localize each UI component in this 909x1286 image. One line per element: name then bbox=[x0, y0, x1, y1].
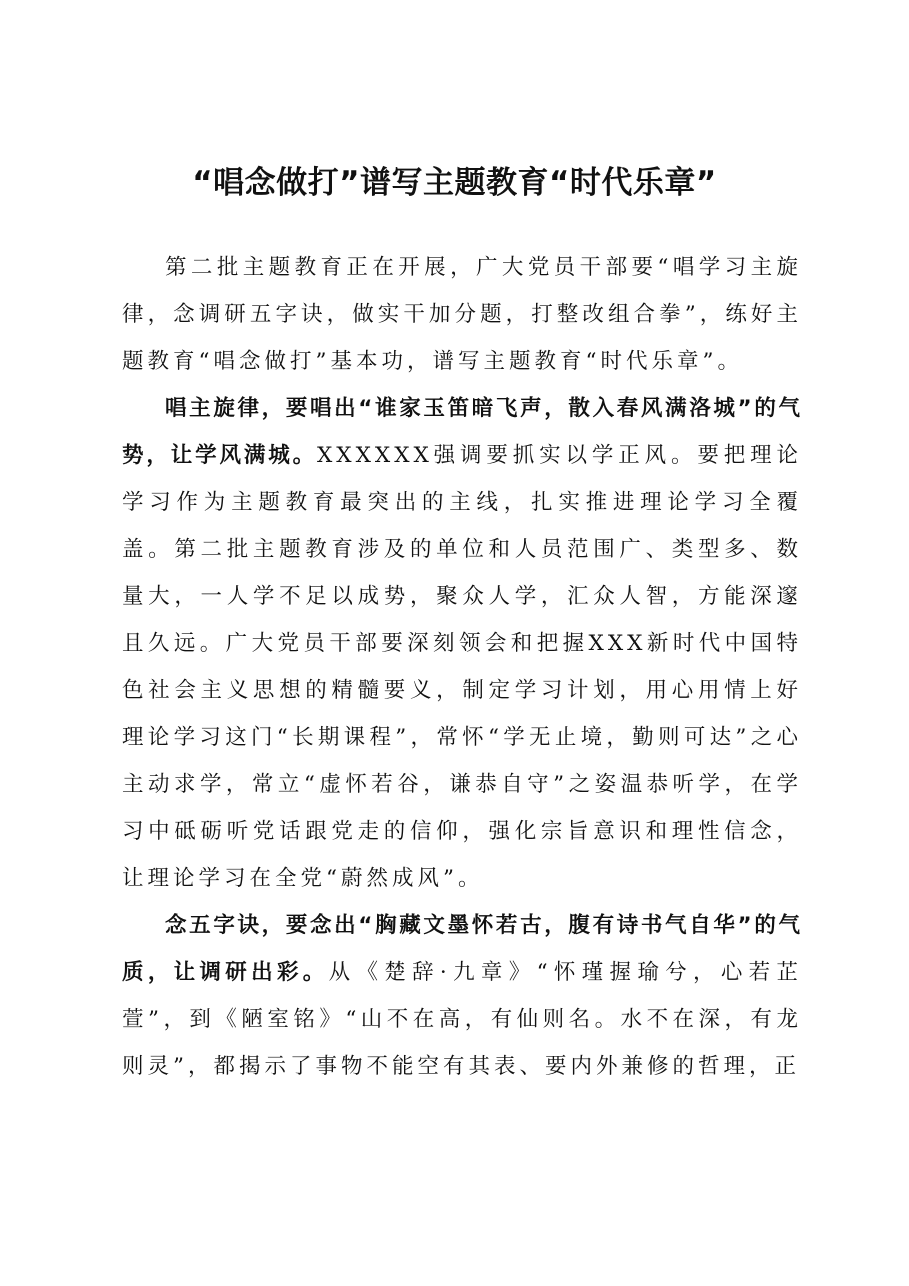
paragraph-lead: 唱主旋律，要唱出“谁家玉笛暗飞声，散入春风满洛城”的气势，让学风满城。 bbox=[122, 396, 802, 468]
document-title: “唱念做打”谱写主题教育“时代乐章” bbox=[192, 165, 717, 201]
paragraph-text: 从《楚辞·九章》“怀瑾握瑜兮，心若芷萱”，到《陋室铭》“山不在高，有仙则名。水不在深，有龙则灵”，都揭示了事物不能空有其表、要内外兼修的哲理，正 bbox=[122, 960, 802, 1079]
paragraph-recite bbox=[122, 902, 802, 1090]
paragraph-text: XXXXXX强调要抓实以学正风。要把理论学习作为主题教育最突出的主线，扎实推进理论学习全覆盖。第二批主题教育涉及的单位和人员范围广、类型多、数量大，一人学不足以成势，聚众人学，汇众人智，方能深邃且久远。广大党员干部要深刻领会和把握XXX新时代中国特色社会主义思想的精髓要义，制定学习计划，用心用情上好理论学习这门“长期课程”，常怀“学无止境，勤则可达”之心主动求学，常立“虚怀若谷，谦恭自守”之姿温恭听学，在学习中砥砺听党话跟党走的信仰，强化宗旨意识和理性信念，让理论学习在全党“蔚然成风”。 bbox=[122, 443, 802, 891]
paragraph-intro bbox=[122, 244, 802, 385]
paragraph-sing bbox=[122, 385, 802, 902]
paragraph-lead: 念五字诀，要念出“胸藏文墨怀若古，腹有诗书气自华”的气质，让调研出彩。 bbox=[122, 913, 802, 985]
document-body bbox=[122, 244, 802, 1090]
paragraph-text: 第二批主题教育正在开展，广大党员干部要“唱学习主旋律，念调研五字诀，做实干加分题，打整改组合拳”，练好主题教育“唱念做打”基本功，谱写主题教育“时代乐章”。 bbox=[122, 255, 802, 374]
